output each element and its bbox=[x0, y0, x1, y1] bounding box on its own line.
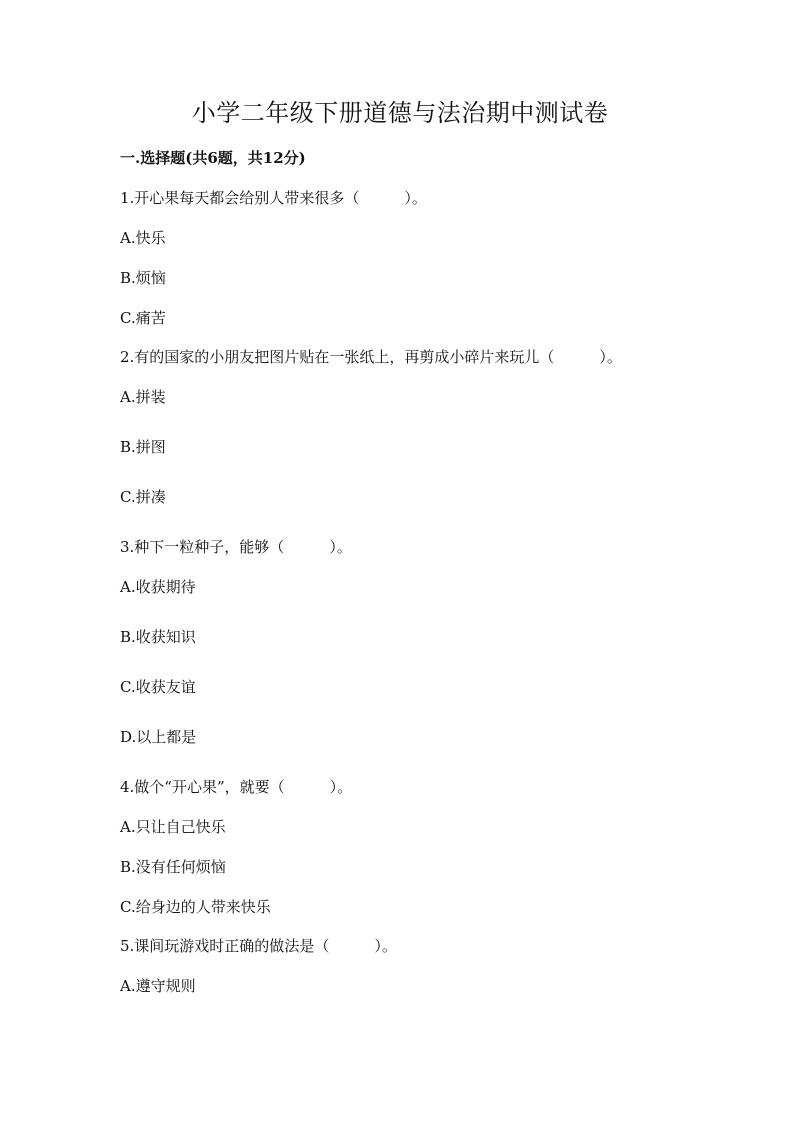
question-4-option-b: B.没有任何烦恼 bbox=[120, 858, 226, 876]
question-2-option-b: B.拼图 bbox=[120, 438, 166, 456]
page-title: 小学二年级下册道德与法治期中测试卷 bbox=[191, 99, 609, 127]
question-2-option-c: C.拼凑 bbox=[120, 488, 166, 506]
question-4-option-a: A.只让自己快乐 bbox=[120, 818, 226, 836]
question-4-stem: 4.做个“开心果”，就要（ ）。 bbox=[120, 778, 353, 796]
question-1-option-a: A.快乐 bbox=[120, 229, 166, 247]
section-heading: 一.选择题(共6题，共12分) bbox=[120, 149, 306, 167]
question-5-option-a: A.遵守规则 bbox=[120, 977, 196, 995]
question-3-option-a: A.收获期待 bbox=[120, 578, 196, 596]
question-3-option-b: B.收获知识 bbox=[120, 628, 196, 646]
question-5-stem: 5.课间玩游戏时正确的做法是（ ）。 bbox=[120, 937, 397, 955]
question-1-option-b: B.烦恼 bbox=[120, 269, 166, 287]
question-3-stem: 3.种下一粒种子，能够（ ）。 bbox=[120, 538, 352, 556]
question-1-option-c: C.痛苦 bbox=[120, 309, 166, 327]
question-3-option-d: D.以上都是 bbox=[120, 728, 197, 746]
question-4-option-c: C.给身边的人带来快乐 bbox=[120, 898, 271, 916]
question-2-option-a: A.拼装 bbox=[120, 388, 166, 406]
question-2-stem: 2.有的国家的小朋友把图片贴在一张纸上，再剪成小碎片来玩儿（ ）。 bbox=[120, 348, 622, 366]
question-3-option-c: C.收获友谊 bbox=[120, 678, 196, 696]
question-1-stem: 1.开心果每天都会给别人带来很多（ ）。 bbox=[120, 189, 427, 207]
